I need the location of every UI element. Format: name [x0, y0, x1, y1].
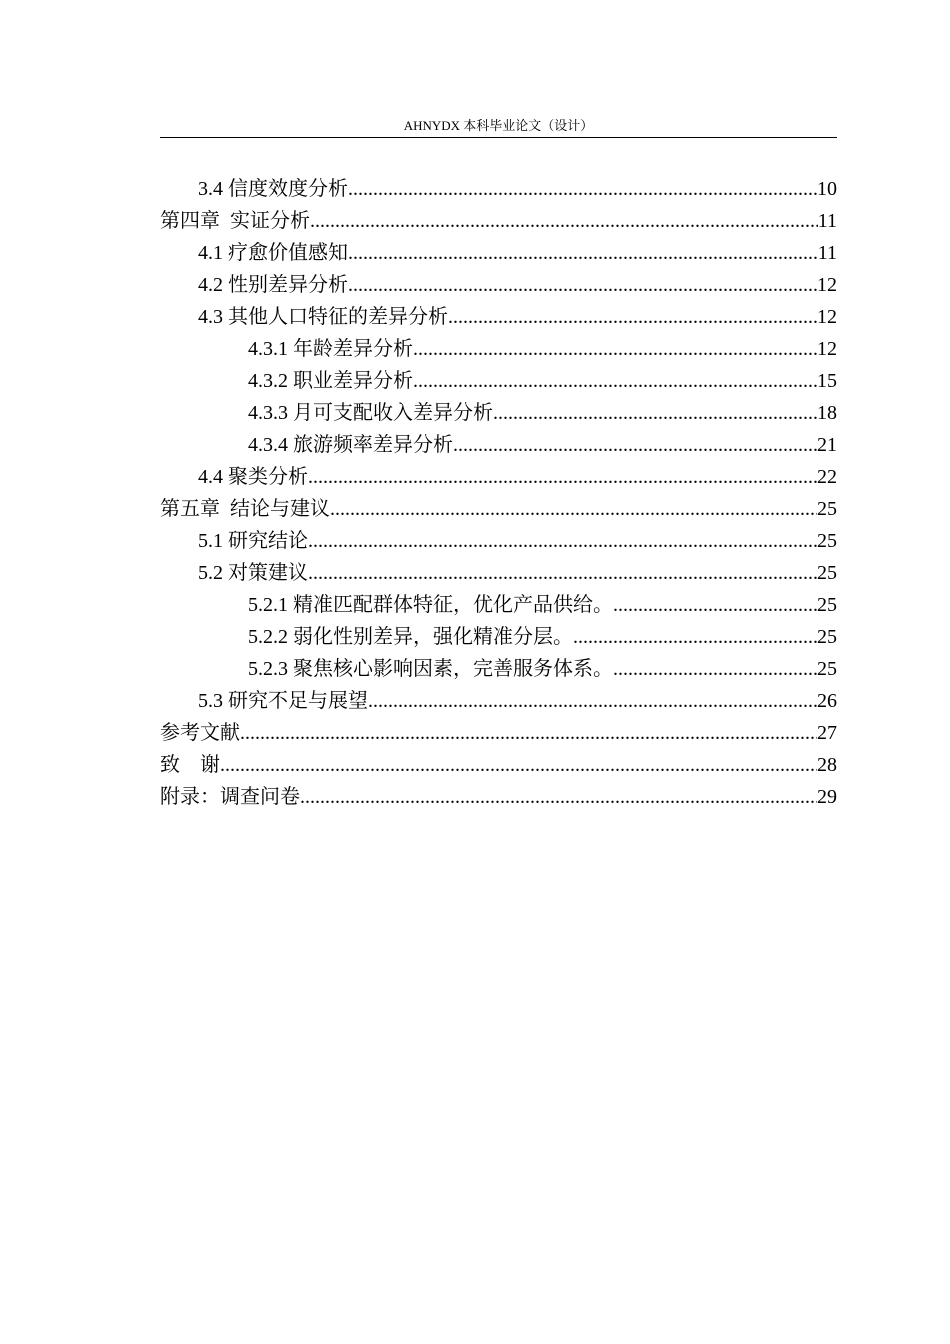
toc-page-number: 11	[817, 242, 837, 264]
toc-entry-title: 5.2.1 精准匹配群体特征，优化产品供给。	[248, 594, 613, 616]
toc-leader	[448, 301, 817, 333]
toc-entry[interactable]	[160, 557, 837, 589]
toc-leader	[368, 685, 817, 717]
toc-page-number: 12	[817, 274, 837, 296]
toc-page-number: 25	[817, 594, 837, 616]
toc-leader	[330, 493, 817, 525]
toc-leader	[413, 365, 817, 397]
toc-page-number: 25	[817, 658, 837, 680]
toc-page-number: 15	[817, 370, 837, 392]
toc-page-number: 25	[817, 562, 837, 584]
toc-entry[interactable]	[160, 237, 837, 269]
page-header: AHNYDX 本科毕业论文（设计）	[403, 118, 594, 133]
toc-entry-title: 参考文献	[160, 722, 240, 744]
toc-entry-title: 第四章 实证分析	[160, 210, 310, 232]
toc-entry[interactable]	[160, 781, 837, 813]
toc-entry[interactable]	[160, 525, 837, 557]
toc-page-number: 12	[817, 306, 837, 328]
toc-entry-title: 4.3.2 职业差异分析	[248, 370, 413, 392]
toc-page-number: 27	[817, 722, 837, 744]
toc-page-number: 10	[817, 178, 837, 200]
toc-entry-title: 4.3.1 年龄差异分析	[248, 338, 413, 360]
toc-entry[interactable]	[160, 653, 837, 685]
toc-page-number: 22	[817, 466, 837, 488]
toc-leader	[348, 173, 817, 205]
toc-entry[interactable]	[160, 397, 837, 429]
toc-entry[interactable]	[160, 493, 837, 525]
toc-leader	[220, 749, 817, 781]
toc-page-number: 26	[817, 690, 837, 712]
toc-entry[interactable]	[160, 269, 837, 301]
header-rule	[160, 137, 837, 138]
toc-entry-title: 5.2 对策建议	[198, 562, 308, 584]
toc-leader	[413, 333, 817, 365]
toc-page-number: 25	[817, 498, 837, 520]
toc-entry[interactable]	[160, 365, 837, 397]
toc-entry[interactable]	[160, 173, 837, 205]
toc-leader	[613, 653, 817, 685]
toc-page-number: 29	[817, 786, 837, 808]
toc-page-number: 25	[817, 530, 837, 552]
toc-leader	[348, 237, 818, 269]
toc-page-number: 28	[817, 754, 837, 776]
toc-entry-title: 附录：调查问卷	[160, 786, 300, 808]
toc-leader	[240, 717, 817, 749]
toc-entry[interactable]	[160, 205, 837, 237]
toc-entry[interactable]	[160, 589, 837, 621]
toc-entry-title: 4.2 性别差异分析	[198, 274, 348, 296]
toc-leader	[308, 557, 817, 589]
toc-entry-title: 5.1 研究结论	[198, 530, 308, 552]
toc-entry-title: 5.2.3 聚焦核心影响因素，完善服务体系。	[248, 658, 613, 680]
toc-leader	[310, 205, 818, 237]
table-of-contents	[160, 173, 837, 813]
toc-leader	[573, 621, 817, 653]
toc-leader	[300, 781, 817, 813]
toc-page-number: 18	[817, 402, 837, 424]
toc-leader	[613, 589, 817, 621]
toc-entry-title: 5.2.2 弱化性别差异，强化精准分层。	[248, 626, 573, 648]
toc-page-number: 25	[817, 626, 837, 648]
toc-entry[interactable]	[160, 461, 837, 493]
toc-entry-title: 5.3 研究不足与展望	[198, 690, 368, 712]
toc-entry[interactable]	[160, 717, 837, 749]
toc-entry-title: 4.3.4 旅游频率差异分析	[248, 434, 453, 456]
toc-page-number: 11	[817, 210, 837, 232]
toc-entry-title: 3.4 信度效度分析	[198, 178, 348, 200]
toc-leader	[308, 461, 817, 493]
toc-entry-title: 4.3.3 月可支配收入差异分析	[248, 402, 493, 424]
toc-entry-title: 4.3 其他人口特征的差异分析	[198, 306, 448, 328]
toc-entry[interactable]	[160, 333, 837, 365]
toc-entry[interactable]	[160, 301, 837, 333]
toc-entry[interactable]	[160, 749, 837, 781]
toc-leader	[453, 429, 817, 461]
toc-entry[interactable]	[160, 429, 837, 461]
toc-entry-title: 4.1 疗愈价值感知	[198, 242, 348, 264]
toc-entry-title: 第五章 结论与建议	[160, 498, 330, 520]
toc-entry[interactable]	[160, 685, 837, 717]
toc-leader	[493, 397, 817, 429]
toc-page-number: 21	[817, 434, 837, 456]
toc-leader	[308, 525, 817, 557]
toc-entry[interactable]	[160, 621, 837, 653]
toc-entry-title: 4.4 聚类分析	[198, 466, 308, 488]
toc-page-number: 12	[817, 338, 837, 360]
toc-entry-title: 致 谢	[160, 754, 220, 776]
toc-leader	[348, 269, 817, 301]
